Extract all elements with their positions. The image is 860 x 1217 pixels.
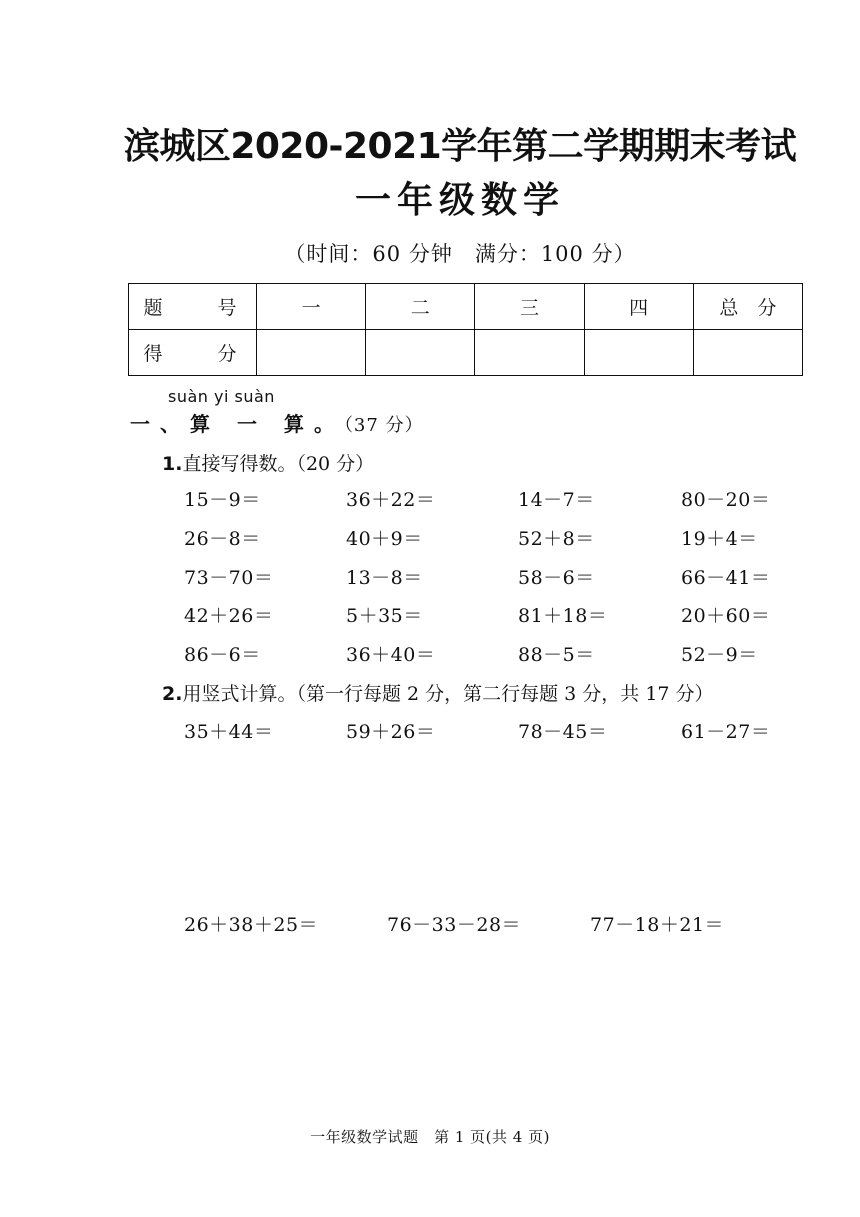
subject-title: 一年级数学 — [354, 180, 565, 221]
problem: 15－9＝ — [184, 489, 261, 511]
section-1-title-end: 。 — [313, 412, 344, 436]
question-1-text: 直接写得数。（20 分） — [182, 453, 375, 475]
score-cell-3[interactable] — [475, 330, 584, 376]
problem: 58－6＝ — [518, 566, 595, 589]
problem: 13－8＝ — [346, 566, 423, 589]
problem: 52－9＝ — [681, 644, 758, 667]
question-2-number: 2. — [162, 683, 183, 705]
problem: 5＋35＝ — [346, 605, 423, 628]
problem: 26＋38＋25＝ — [184, 914, 319, 936]
problem: 36＋22＝ — [346, 489, 436, 511]
problem: 36＋40＝ — [346, 644, 436, 667]
problem-row — [184, 485, 824, 524]
section-1-score: （37 分） — [343, 415, 424, 436]
problem: 40＋9＝ — [346, 527, 423, 550]
problem-row — [184, 640, 824, 679]
problem: 81＋18＝ — [518, 605, 608, 628]
page-footer: 一年级数学试题 第 1 页(共 4 页) — [310, 1128, 550, 1146]
problem: 42＋26＝ — [184, 605, 274, 628]
question-2-heading — [162, 679, 714, 706]
score-cell-4[interactable] — [584, 330, 693, 376]
vertical-calc-row-2 — [184, 910, 824, 940]
score-table-col-2: 二 — [366, 284, 475, 330]
problem-row — [184, 563, 824, 602]
problem: 88－5＝ — [518, 644, 595, 667]
problem-row — [184, 601, 824, 640]
problem: 66－41＝ — [681, 566, 771, 589]
problem: 73－70＝ — [184, 566, 274, 589]
problem: 59＋26＝ — [346, 721, 436, 743]
score-cell-total[interactable] — [693, 330, 802, 376]
problem: 78－45＝ — [518, 721, 608, 743]
score-table-score-label: 得 分 — [129, 330, 257, 376]
score-table-col-total: 总 分 — [693, 284, 802, 330]
problem: 19＋4＝ — [681, 527, 758, 550]
exam-time-score: （时间：60 分钟 满分：100 分） — [284, 242, 636, 266]
problem: 26－8＝ — [184, 527, 261, 550]
score-table-header-row — [129, 284, 803, 330]
section-1-title: 一、算 一 算 — [130, 412, 314, 436]
exam-title: 滨城区2020-2021学年第二学期期末考试 — [123, 126, 797, 167]
question-2-text: 用竖式计算。（第一行每题 2 分，第二行每题 3 分，共 17 分） — [182, 683, 714, 705]
problem: 80－20＝ — [681, 489, 771, 511]
problem: 86－6＝ — [184, 644, 261, 667]
problem-row — [184, 524, 824, 563]
problem: 52＋8＝ — [518, 527, 595, 550]
score-cell-1[interactable] — [257, 330, 366, 376]
score-table-header-label: 题 号 — [129, 284, 257, 330]
mental-math-grid — [184, 485, 824, 679]
question-1-number: 1. — [162, 453, 183, 475]
question-1-heading — [162, 449, 374, 476]
score-table — [128, 283, 803, 376]
score-table-col-3: 三 — [475, 284, 584, 330]
vertical-calc-row-1 — [184, 717, 824, 747]
problem: 76－33－28＝ — [387, 914, 522, 936]
score-table-col-1: 一 — [257, 284, 366, 330]
score-table-col-4: 四 — [584, 284, 693, 330]
problem: 77－18＋21＝ — [590, 914, 725, 936]
problem: 14－7＝ — [518, 489, 595, 511]
score-cell-2[interactable] — [366, 330, 475, 376]
section-1-heading — [130, 408, 424, 437]
problem: 61－27＝ — [681, 721, 771, 743]
score-table-score-row — [129, 330, 803, 376]
section-pinyin: suàn yi suàn — [168, 387, 275, 406]
problem: 35＋44＝ — [184, 721, 274, 743]
problem: 20＋60＝ — [681, 605, 771, 628]
